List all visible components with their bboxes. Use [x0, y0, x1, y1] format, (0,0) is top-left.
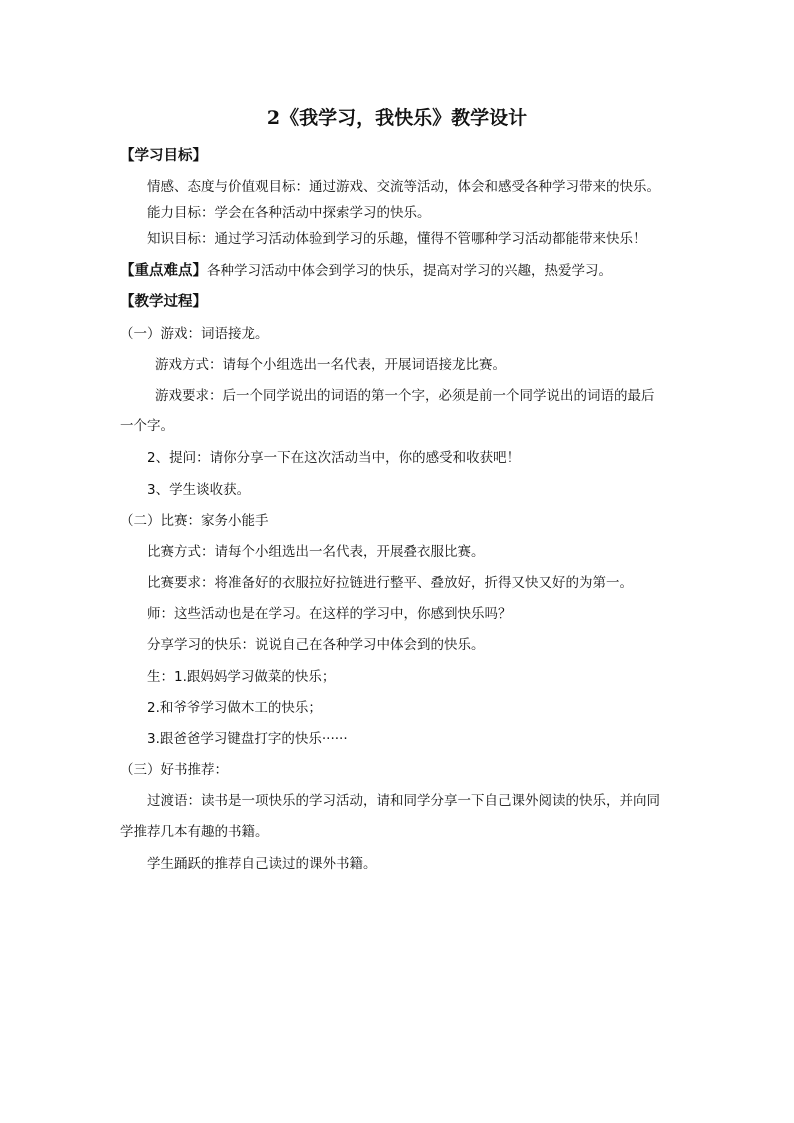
part3-heading: （三）好书推荐： — [120, 762, 228, 778]
part3-students: 学生踊跃的推荐自己读过的课外书籍。 — [147, 856, 377, 872]
part1-students-talk: 3、学生谈收获。 — [147, 482, 251, 498]
part2-teacher: 师：这些活动也是在学习。在这样的学习中，你感到快乐吗？ — [147, 606, 512, 622]
document-title: 2《我学习，我快乐》教学设计 — [266, 107, 528, 129]
heading-learning-goals: 【学习目标】 — [120, 148, 207, 164]
part1-heading: （一）游戏：词语接龙。 — [120, 326, 269, 342]
heading-teaching-process: 【教学过程】 — [120, 294, 207, 310]
key-points-paragraph — [120, 261, 612, 281]
part1-requirement-line1: 游戏要求：后一个同学说出的词语的第一个字，必须是前一个同学说出的词语的最后 — [155, 388, 655, 404]
goal-knowledge: 知识目标：通过学习活动体验到学习的乐趣，懂得不管哪种学习活动都能带来快乐！ — [147, 231, 647, 247]
part1-method: 游戏方式：请每个小组选出一名代表，开展词语接龙比赛。 — [155, 357, 506, 373]
part2-student-1: 生：1.跟妈妈学习做菜的快乐； — [147, 669, 336, 685]
part2-heading: （二）比赛：家务小能手 — [120, 513, 269, 529]
part1-requirement-line2: 一个字。 — [120, 418, 174, 434]
part1-question: 2、提问：请你分享一下在这次活动当中，你的感受和收获吧！ — [147, 450, 521, 466]
key-points-text: 各种学习活动中体会到学习的快乐，提高对学习的兴趣，热爱学习。 — [207, 263, 612, 279]
goal-ability: 能力目标：学会在各种活动中探索学习的快乐。 — [147, 205, 431, 221]
part3-transition-line1: 过渡语：读书是一项快乐的学习活动，请和同学分享一下自己课外阅读的快乐，并向同 — [147, 793, 660, 809]
part2-student-3: 3.跟爸爸学习键盘打字的快乐······ — [147, 731, 348, 747]
part3-transition-line2: 学推荐几本有趣的书籍。 — [120, 824, 269, 840]
goal-emotion: 情感、态度与价值观目标：通过游戏、交流等活动，体会和感受各种学习带来的快乐。 — [147, 179, 660, 195]
part2-student-2: 2.和爷爷学习做木工的快乐； — [147, 700, 322, 716]
heading-key-points: 【重点难点】 — [120, 263, 207, 279]
part2-requirement: 比赛要求：将准备好的衣服拉好拉链进行整平、叠放好，折得又快又好的为第一。 — [147, 575, 633, 591]
part2-method: 比赛方式：请每个小组选出一名代表，开展叠衣服比赛。 — [147, 544, 485, 560]
part2-share: 分享学习的快乐：说说自己在各种学习中体会到的快乐。 — [147, 637, 485, 653]
